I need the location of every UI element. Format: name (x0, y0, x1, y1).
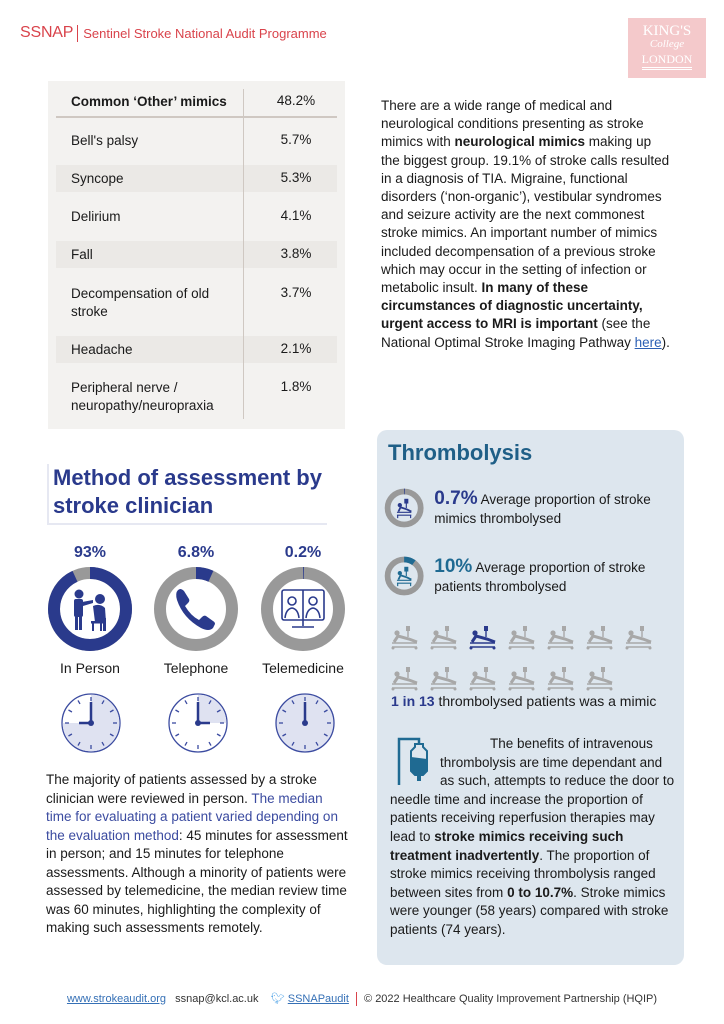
method-percent: 93% (73, 544, 107, 561)
text-wrap-spacer (390, 735, 440, 789)
row-name: Bell's palsy (71, 133, 139, 148)
patient-bed-icon (584, 625, 617, 656)
mimic-patient-bed-icon (467, 625, 500, 656)
table-row (56, 208, 337, 226)
stat-text (434, 557, 684, 596)
imaging-pathway-link[interactable]: here (634, 334, 662, 350)
header-divider-line (56, 116, 337, 118)
thrombolysis-benefit-paragraph (390, 735, 680, 940)
table-row (56, 379, 337, 415)
thrombolysis-panel (377, 430, 684, 965)
intro-bold-1: neurological mimics (454, 134, 586, 150)
thrombolysis-title: Thrombolysis (388, 440, 533, 465)
mimics-intro-paragraph (381, 97, 671, 352)
row-value: 5.7% (280, 132, 312, 147)
method-in-person (42, 544, 138, 676)
table-column-divider (243, 89, 244, 419)
header-divider (77, 25, 78, 42)
assessment-highlight: The median time for evaluating a patient varied depending on the evaluation method (46, 790, 338, 843)
footer-divider (356, 992, 357, 1006)
table-header-value: 48.2% (276, 93, 316, 108)
table-row (56, 132, 337, 150)
page-footer (0, 992, 724, 1006)
table-row (56, 241, 337, 268)
assessment-section-title: Method of assessment by stroke clinician (47, 464, 327, 525)
assessment-text-1: The majority of patients assessed by a stroke clinician were reviewed in person. (46, 772, 317, 806)
method-percent: 6.8% (177, 544, 215, 561)
benefit-text-1: The benefits of intravenous thrombolysis are time dependant and as such, attempts to reduce the door to needle time and increase the proportion of patients receiving reperfusion therapies may lead to (390, 736, 675, 844)
intro-text-1: There are a wide range of medical and neurological conditions presenting as stroke mimics with (381, 98, 644, 150)
stat-description: Average proportion of stroke patients thrombolysed (434, 559, 646, 594)
method-telemedicine (255, 544, 351, 676)
stat-value: 10% (434, 555, 473, 577)
clock-45-minutes-icon (60, 692, 122, 754)
contact-email: ssnap@kcl.ac.uk (175, 993, 259, 1005)
donut-track (160, 573, 232, 645)
twitter-icon: 🐦︎ (270, 993, 285, 1005)
stat-mimics-thrombolysed (384, 480, 684, 536)
stat-description: Average proportion of stroke mimics thrombolysed (434, 491, 651, 526)
telephone-donut (153, 566, 239, 652)
other-mimics-table (48, 81, 345, 429)
benefit-text-2: . The proportion of stroke mimics receiving thrombolysis ranged between sites from (390, 847, 656, 900)
row-name: Fall (71, 247, 93, 262)
logo-line-3: LONDON (642, 52, 693, 70)
one-in-thirteen-statement (391, 693, 656, 709)
method-label: Telemedicine (262, 660, 344, 676)
patient-bed-icon (545, 625, 578, 656)
telephone-icon (176, 589, 215, 630)
patient-bed-icon (506, 625, 539, 656)
row-value: 5.3% (280, 170, 312, 185)
kings-college-logo (628, 18, 706, 78)
table-row (56, 336, 337, 363)
assessment-paragraph (46, 771, 351, 938)
stat-value: 0.7% (434, 487, 478, 509)
mimics-thrombolysed-donut (384, 480, 424, 536)
patient-bed-icon (397, 499, 411, 518)
benefit-text-3: . Stroke mimics were younger (58 years) compared with stroke patients (74 years). (390, 884, 669, 937)
website-link[interactable]: www.strokeaudit.org (66, 993, 166, 1005)
donut-value-arc (54, 573, 126, 645)
benefit-text-block (440, 736, 490, 751)
clock-60-minutes-icon (274, 692, 336, 754)
twitter-link[interactable]: SSNAPaudit (287, 993, 349, 1005)
page-header (20, 24, 327, 42)
video-call-icon (282, 590, 324, 627)
ssnap-brand: SSNAP (20, 24, 74, 41)
telemedicine-donut (260, 566, 346, 652)
intro-text-4: ). (661, 334, 670, 350)
row-name: Headache (71, 342, 133, 357)
method-percent: 0.2% (284, 544, 322, 561)
doctor-patient-icon (74, 590, 106, 632)
programme-tagline: Sentinel Stroke National Audit Programme (83, 25, 327, 41)
intro-text-3: (see the National Optimal Stroke Imaging Pathway (381, 316, 651, 350)
patients-thrombolysed-donut (384, 548, 424, 604)
copyright-text: © 2022 Healthcare Quality Improvement Partnership (HQIP) (364, 993, 658, 1005)
patient-bed-icon (623, 625, 656, 656)
stat-text (434, 489, 684, 528)
patient-bed-icon (389, 625, 422, 656)
row-name: Peripheral nerve / neuropathy/neuropraxia (71, 380, 214, 413)
row-value: 1.8% (280, 379, 312, 394)
row-value: 3.8% (280, 246, 312, 261)
stat-patients-thrombolysed (384, 548, 684, 604)
intro-bold-2: In many of these circumstances of diagnostic uncertainty, urgent access to MRI is important (381, 280, 643, 332)
table-row (56, 165, 337, 192)
in-person-donut (47, 566, 133, 652)
row-value: 3.7% (280, 285, 312, 300)
one-in-bold: 1 in 13 (391, 693, 435, 709)
table-header-name: Common ‘Other’ mimics (71, 94, 227, 109)
row-value: 4.1% (280, 208, 312, 223)
benefit-bold-2: 0 to 10.7% (507, 884, 574, 900)
clock-15-minutes-icon (167, 692, 229, 754)
method-label: In Person (60, 660, 120, 676)
intro-text-2: making up the biggest group. 19.1% of stroke calls resulted in a diagnosis of TIA. Migraine, functional disorders (‘non-organic’), vestibular syndromes and seizure activity are the next commonest stroke mimics. An important number of mimics included decompensation of a previous stroke which may occur in the setting of infection or metabolic insult. (381, 134, 670, 296)
table-header-row (56, 93, 337, 111)
row-name: Delirium (71, 209, 121, 224)
method-label: Telephone (163, 660, 229, 676)
benefit-bold-1: stroke mimics receiving such treatment inadvertently (390, 828, 624, 863)
patient-bed-icon (397, 567, 411, 586)
row-name: Syncope (71, 171, 124, 186)
table-row (56, 285, 337, 321)
patient-bed-icon (428, 625, 461, 656)
logo-line-1: KING'S (642, 23, 692, 39)
row-name: Decompensation of old stroke (71, 286, 210, 319)
one-in-text: thrombolysed patients was a mimic (434, 693, 657, 709)
row-value: 2.1% (280, 341, 312, 356)
logo-line-2: College (649, 38, 685, 50)
assessment-text-2: : 45 minutes for assessment in person; and 15 minutes for telephone assessments. Although a minority of patients were assessed by telemedicine, the median review time was 60 minutes, highlighting the complexity of making such assessments remotely. (46, 827, 348, 935)
method-telephone (148, 544, 244, 676)
